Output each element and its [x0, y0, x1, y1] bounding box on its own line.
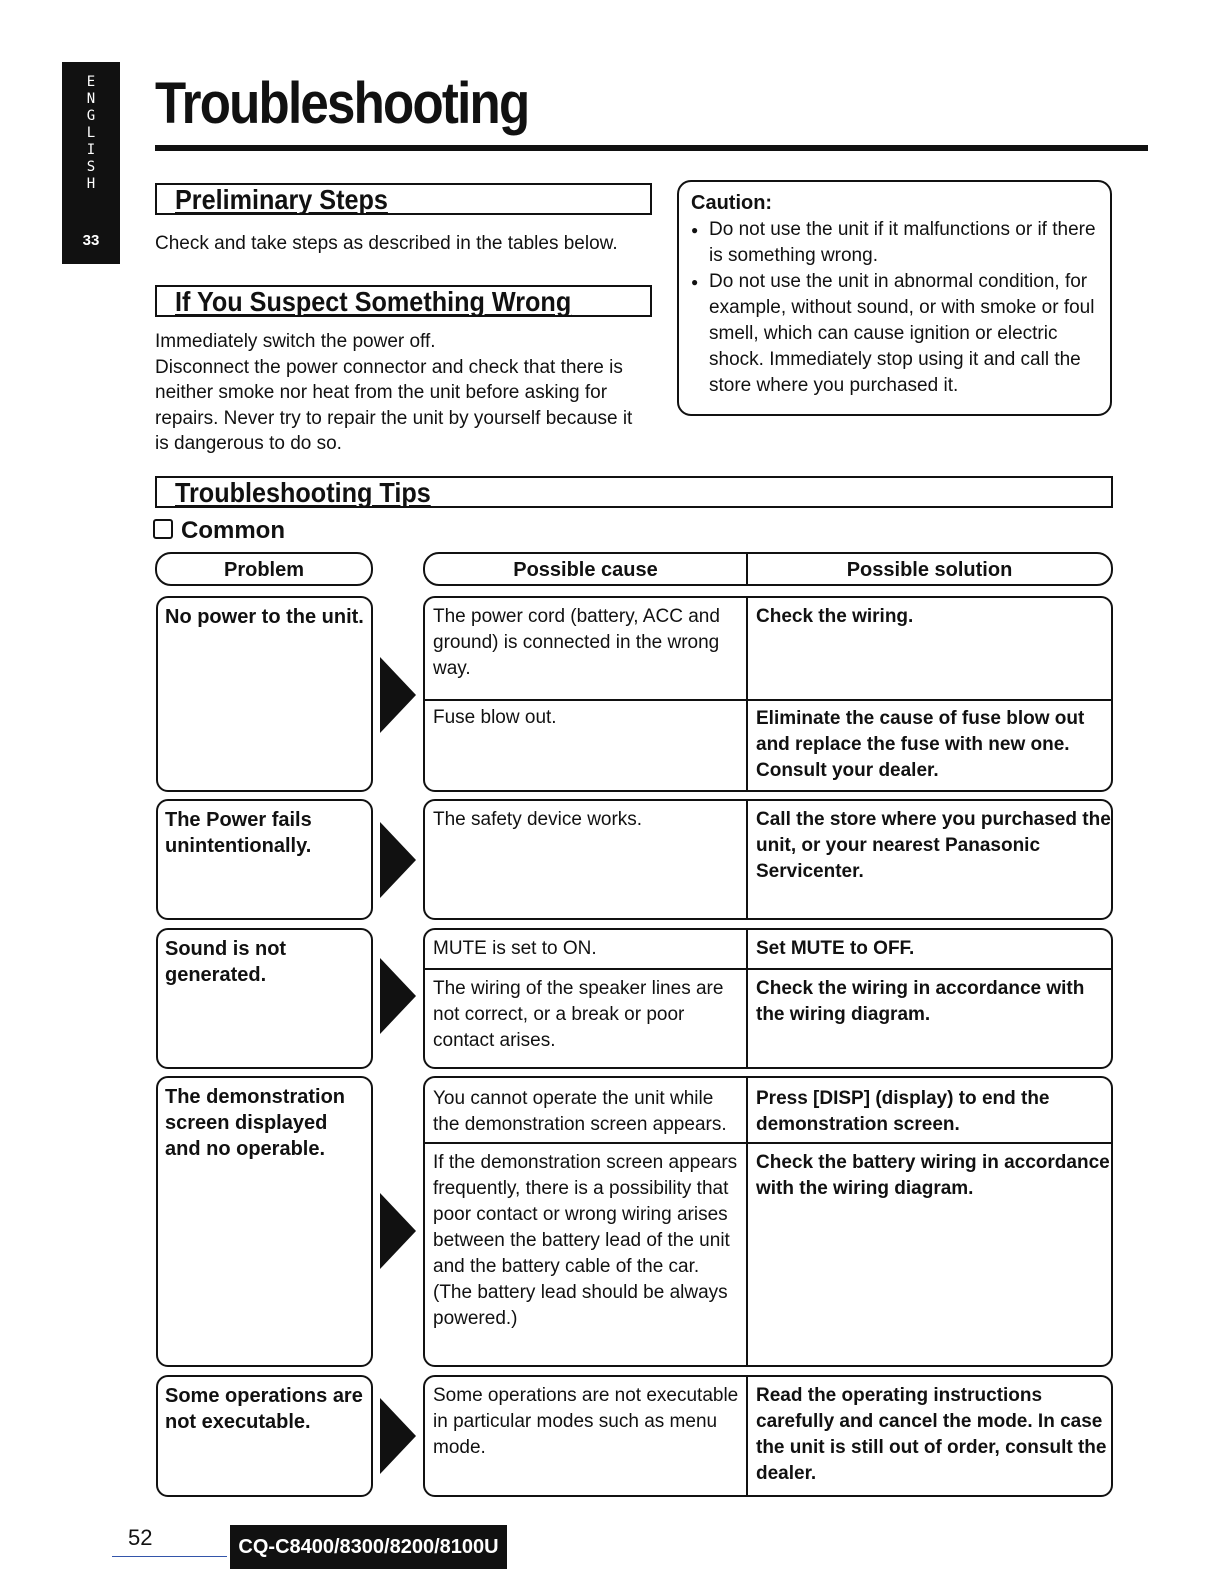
solution-text: Set MUTE to OFF.	[756, 938, 915, 959]
arrow-right-icon	[380, 1193, 416, 1269]
cause-text: Some operations are not executable in particular modes such as menu mode.	[433, 1385, 739, 1458]
suspect-heading: If You Suspect Something Wrong	[175, 286, 572, 317]
cause-text: The safety device works.	[433, 809, 643, 830]
column-divider	[746, 930, 748, 1067]
row-divider	[425, 699, 1111, 701]
common-label: Common	[181, 517, 285, 544]
cause-solution-group	[423, 1375, 1113, 1497]
checkbox-square-icon	[153, 519, 173, 539]
cause-solution-group	[423, 596, 1113, 792]
language-letter: S	[86, 159, 96, 175]
section-page-index: 33	[82, 232, 100, 249]
problem-text: Sound is not generated.	[165, 938, 287, 986]
language-letter: G	[86, 108, 96, 124]
cause-text: The wiring of the speaker lines are not correct, or a break or poor contact arises.	[433, 978, 724, 1051]
suspect-line: neither smoke nor heat from the unit before asking for	[155, 382, 608, 403]
language-letter: L	[86, 125, 96, 141]
cause-text: Fuse blow out.	[433, 707, 557, 728]
suspect-text	[155, 329, 655, 457]
column-divider	[746, 801, 748, 918]
arrow-right-icon	[380, 1398, 416, 1474]
row-divider	[425, 968, 1111, 970]
cause-header-label: Possible cause	[513, 559, 658, 581]
preliminary-steps-heading-box	[155, 183, 652, 215]
suspect-line: Disconnect the power connector and check that there is	[155, 356, 623, 378]
row-divider	[425, 1142, 1111, 1144]
cause-text: You cannot operate the unit while the demonstration screen appears.	[433, 1088, 727, 1135]
problem-text: No power to the unit.	[165, 606, 364, 628]
tips-heading: Troubleshooting Tips	[175, 477, 431, 508]
problem-cell	[156, 1375, 373, 1497]
arrow-right-icon	[380, 958, 416, 1034]
solution-header-label: Possible solution	[846, 559, 1013, 581]
language-letter: I	[86, 142, 96, 158]
problem-text: Some operations are not executable.	[165, 1385, 363, 1433]
solution-text: Eliminate the cause of fuse blow out and replace the fuse with new one. Consult your dealer.	[756, 708, 1085, 781]
language-letters	[62, 74, 120, 193]
solution-text: Check the battery wiring in accordance with the wiring diagram.	[756, 1152, 1110, 1199]
problem-text: The Power fails unintentionally.	[165, 809, 312, 857]
suspect-line: repairs. Never try to repair the unit by yourself because it	[155, 407, 633, 429]
solution-text: Check the wiring.	[756, 606, 914, 627]
problem-cell	[156, 596, 373, 792]
solution-text: Press [DISP] (display) to end the demonstration screen.	[756, 1088, 1050, 1135]
problem-header-label: Problem	[223, 559, 305, 581]
preliminary-steps-text: Check and take steps as described in the tables below.	[155, 233, 618, 254]
problem-cell	[156, 928, 373, 1069]
cause-text: MUTE is set to ON.	[433, 938, 597, 959]
column-divider	[746, 1377, 748, 1495]
title-rule	[155, 145, 1148, 151]
problem-text: The demonstration screen displayed and no operable.	[165, 1086, 346, 1160]
tips-heading-box	[155, 476, 1113, 508]
page-number-rule	[112, 1556, 227, 1557]
suspect-line: is dangerous to do so.	[155, 433, 342, 454]
cause-text: If the demonstration screen appears frequently, there is a possibility that poor contact or wrong wiring arises between the battery lead of the unit and the battery cable of the car. (The battery lead should be always powered.)	[433, 1152, 738, 1329]
cause-solution-group	[423, 928, 1113, 1069]
caution-item: ● Do not use the unit if it malfunctions or if there is something wrong.	[691, 217, 1098, 269]
solution-text: Read the operating instructions carefully and cancel the mode. In case the unit is still out of order, consult the dealer.	[756, 1385, 1107, 1484]
arrow-right-icon	[380, 822, 416, 898]
solution-text: Call the store where you purchased the unit, or your nearest Panasonic Servicenter.	[756, 809, 1111, 882]
page-number: 52	[128, 1525, 153, 1550]
preliminary-steps-heading: Preliminary Steps	[175, 184, 388, 215]
caution-item: ● Do not use the unit in abnormal condition, for example, without sound, or with smoke or foul smell, which can cause ignition or electric shock. Immediately stop using it and call the store where you purchased it.	[691, 269, 1098, 399]
column-divider	[746, 598, 748, 790]
language-letter: E	[86, 74, 96, 90]
caution-title: Caution:	[691, 192, 773, 214]
model-badge: CQ-C8400/8300/8200/8100U	[230, 1525, 507, 1569]
cause-text: The power cord (battery, ACC and ground) is connected in the wrong way.	[433, 606, 720, 679]
suspect-line: Immediately switch the power off.	[155, 331, 436, 352]
language-letter: N	[86, 91, 96, 107]
caution-box	[677, 180, 1112, 416]
language-letter: H	[86, 176, 96, 192]
page-title: Troubleshooting	[155, 71, 529, 136]
column-divider	[746, 1078, 748, 1365]
problem-cell	[156, 1076, 373, 1367]
cause-solution-group	[423, 1076, 1113, 1367]
suspect-heading-box	[155, 285, 652, 317]
problem-header	[155, 552, 373, 586]
caution-list	[691, 217, 1098, 399]
arrow-right-icon	[380, 657, 416, 733]
solution-text: Check the wiring in accordance with the wiring diagram.	[756, 978, 1085, 1025]
cause-solution-group	[423, 799, 1113, 920]
language-tab	[62, 62, 120, 264]
cause-solution-header	[423, 552, 1113, 586]
problem-cell	[156, 799, 373, 920]
common-subheading	[153, 517, 285, 545]
